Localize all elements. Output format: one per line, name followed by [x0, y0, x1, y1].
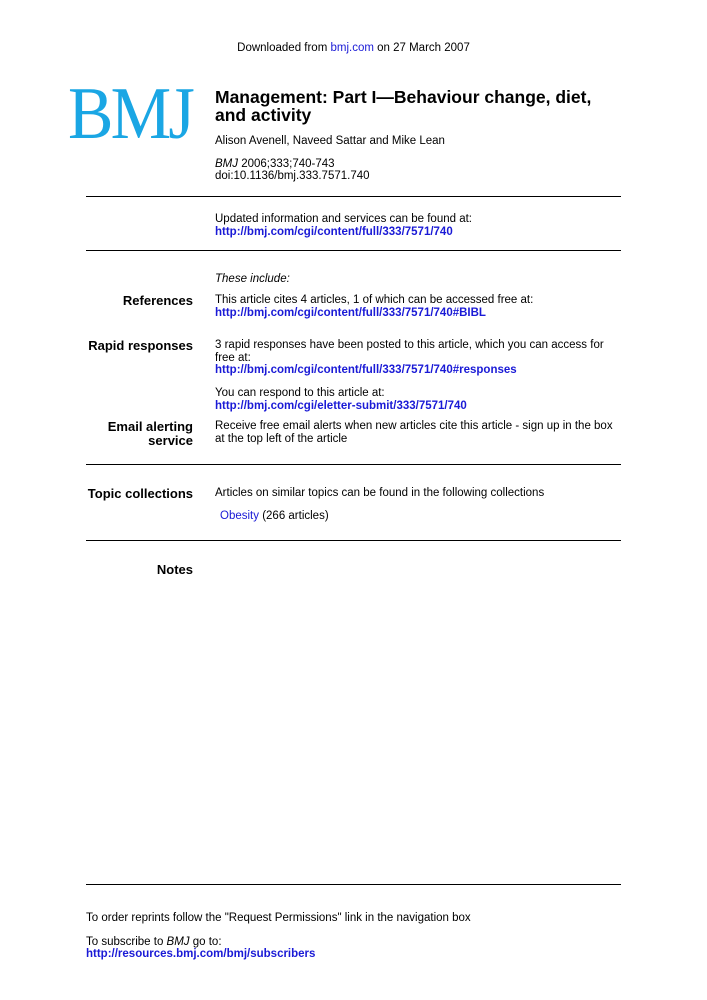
journal-name: BMJ — [215, 158, 238, 170]
article-title — [215, 89, 635, 124]
respond-text: You can respond to this article at: — [215, 387, 385, 399]
divider — [86, 540, 621, 541]
bmj-logo: BMJ — [68, 73, 193, 155]
subscribe-prefix: To subscribe to — [86, 936, 167, 948]
references-text: This article cites 4 articles, 1 of which can be accessed free at: — [215, 294, 534, 306]
collection-count: (266 articles) — [259, 510, 329, 522]
article-doi: doi:10.1136/bmj.333.7571.740 — [215, 170, 370, 182]
updated-info — [215, 213, 625, 238]
references-link[interactable]: http://bmj.com/cgi/content/full/333/7571/740#BIBL — [215, 306, 486, 319]
rapid-responses-text: 3 rapid responses have been posted to this article, which you can access for free at: — [215, 339, 604, 364]
respond-link[interactable]: http://bmj.com/cgi/eletter-submit/333/7571/740 — [215, 399, 467, 412]
rapid-responses-link[interactable]: http://bmj.com/cgi/content/full/333/7571/740#responses — [215, 364, 517, 376]
email-alerting-label-line2: service — [148, 433, 193, 448]
references-label: References — [122, 293, 193, 308]
these-include-heading: These include: — [215, 273, 290, 285]
updated-info-link[interactable]: http://bmj.com/cgi/content/full/333/7571/740 — [215, 225, 453, 238]
divider — [86, 464, 621, 465]
download-suffix: on 27 March 2007 — [373, 42, 470, 54]
download-prefix: Downloaded from — [237, 42, 331, 54]
topic-collections-text: Articles on similar topics can be found in the following collections — [215, 487, 545, 499]
rapid-responses-section — [215, 339, 625, 377]
download-notice — [0, 42, 707, 55]
citation-details: 2006;333;740-743 — [238, 158, 335, 170]
divider — [86, 250, 621, 251]
divider — [86, 884, 621, 885]
article-title-line2: and activity — [215, 104, 312, 125]
article-authors: Alison Avenell, Naveed Sattar and Mike Lean — [215, 135, 445, 147]
email-alerting-label — [40, 420, 193, 448]
notes-label: Notes — [156, 562, 193, 577]
topic-collections-label: Topic collections — [87, 486, 193, 501]
references-section — [215, 294, 625, 319]
subscribe-link-wrap — [86, 948, 315, 961]
divider — [86, 196, 621, 197]
collection-entry — [220, 510, 630, 523]
email-alerting-text: Receive free email alerts when new articles cite this article - sign up in the box at the top left of the article — [215, 420, 613, 445]
bmj-home-link[interactable]: bmj.com — [330, 42, 374, 54]
collection-obesity-link[interactable]: Obesity — [220, 510, 259, 522]
email-alerting-label-line1: Email alerting — [107, 419, 193, 434]
article-title-line1: Management: Part I—Behaviour change, diet, — [215, 87, 592, 107]
respond-section — [215, 387, 625, 412]
rapid-responses-label: Rapid responses — [88, 338, 193, 353]
subscribe-journal: BMJ — [166, 936, 190, 948]
subscribe-link[interactable]: http://resources.bmj.com/bmj/subscribers — [86, 948, 316, 960]
subscribe-suffix: go to: — [189, 936, 222, 948]
reprints-notice: To order reprints follow the "Request Permissions" link in the navigation box — [86, 912, 471, 924]
updated-info-text: Updated information and services can be found at: — [215, 213, 472, 225]
